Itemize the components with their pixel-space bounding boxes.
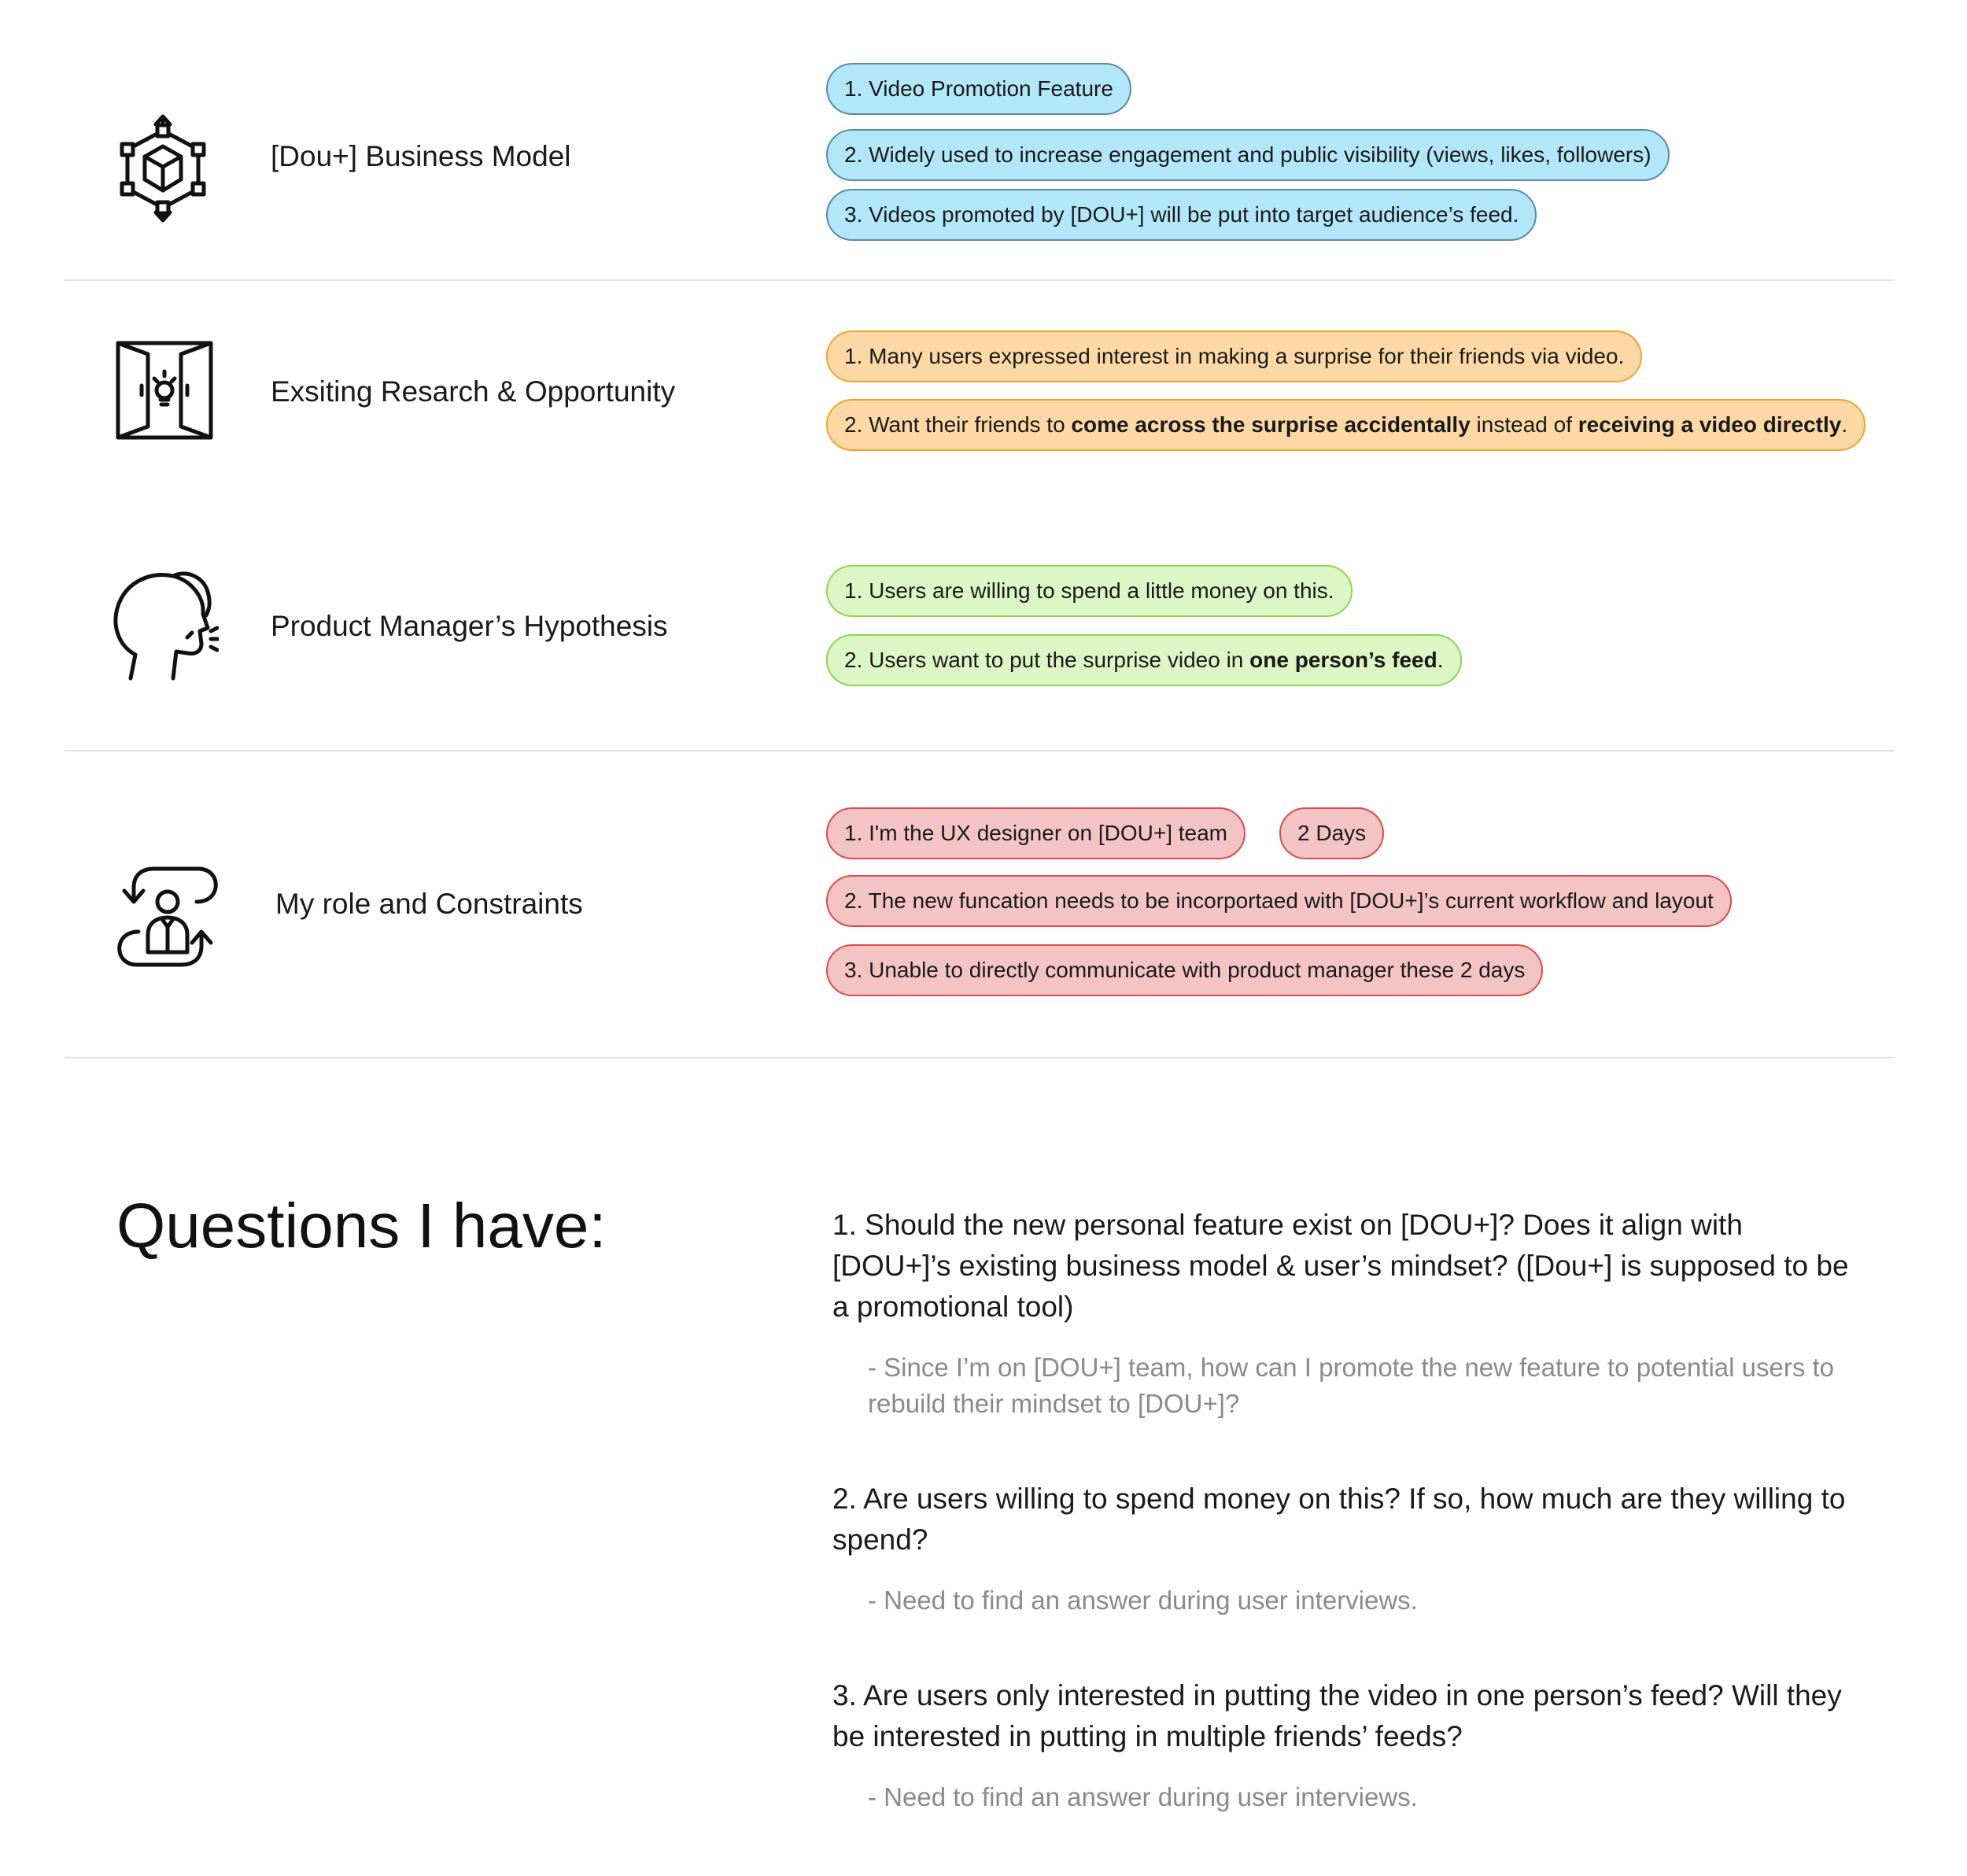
section-divider [65, 750, 1895, 752]
question-3-note: - Need to find an answer during user interviews. [868, 1782, 1418, 1811]
head-profile-icon [109, 568, 219, 683]
section-divider [65, 279, 1895, 281]
pill-two-days: 2 Days [1279, 807, 1384, 859]
pill-no-pm-contact: 3. Unable to directly communicate with product manager these 2 days [826, 944, 1543, 996]
row-label-role-constraints: My role and Constraints [275, 888, 583, 920]
row-label-business-model: [Dou+] Business Model [271, 140, 571, 172]
pill-ux-designer: 1. I'm the UX designer on [DOU+] team [826, 807, 1246, 859]
pill-one-person-feed: 2. Users want to put the surprise video in one person’s feed. [826, 634, 1462, 686]
pill-come-across-accidentally: 2. Want their friends to come across the surprise accidentally instead of receiving a video directly. [826, 399, 1866, 451]
question-2: 2. Are users willing to spend money on this? If so, how much are they willing to spend? [832, 1483, 1846, 1556]
question-2-note: - Need to find an answer during user interviews. [868, 1586, 1418, 1615]
pill-spend-little-money: 1. Users are willing to spend a little money on this. [826, 565, 1353, 617]
pill-target-feed: 3. Videos promoted by [DOU+] will be put into target audience’s feed. [826, 189, 1537, 241]
question-1: 1. Should the new personal feature exist on [DOU+]? Does it align with [DOU+]’s existing business model & user’s mindset? ([Dou+] is supposed to be a promotional tool) [832, 1209, 1849, 1323]
section-divider [65, 1057, 1895, 1058]
pill-widely-used: 2. Widely used to increase engagement and public visibility (views, likes, followers) [826, 129, 1670, 181]
person-cycle-icon [116, 864, 219, 969]
question-3: 3. Are users only interested in putting the video in one person’s feed? Will they be interested in putting in multiple friends’ feeds? [832, 1679, 1842, 1752]
network-cube-icon [120, 113, 206, 223]
pill-surprise-interest: 1. Many users expressed interest in making a surprise for their friends via video. [826, 331, 1642, 382]
questions-heading: Questions I have: [116, 1191, 607, 1261]
row-label-research-opportunity: Exsiting Resarch & Opportunity [271, 375, 676, 408]
pill-workflow-layout: 2. The new funcation needs to be incorportaed with [DOU+]’s current workflow and layout [826, 875, 1732, 927]
question-1-note: - Since I’m on [DOU+] team, how can I promote the new feature to potential users to rebuild their mindset to [DOU+]? [868, 1353, 1835, 1418]
door-lightbulb-icon [115, 340, 214, 441]
pill-video-promotion: 1. Video Promotion Feature [826, 63, 1131, 115]
row-label-pm-hypothesis: Product Manager’s Hypothesis [271, 610, 668, 642]
